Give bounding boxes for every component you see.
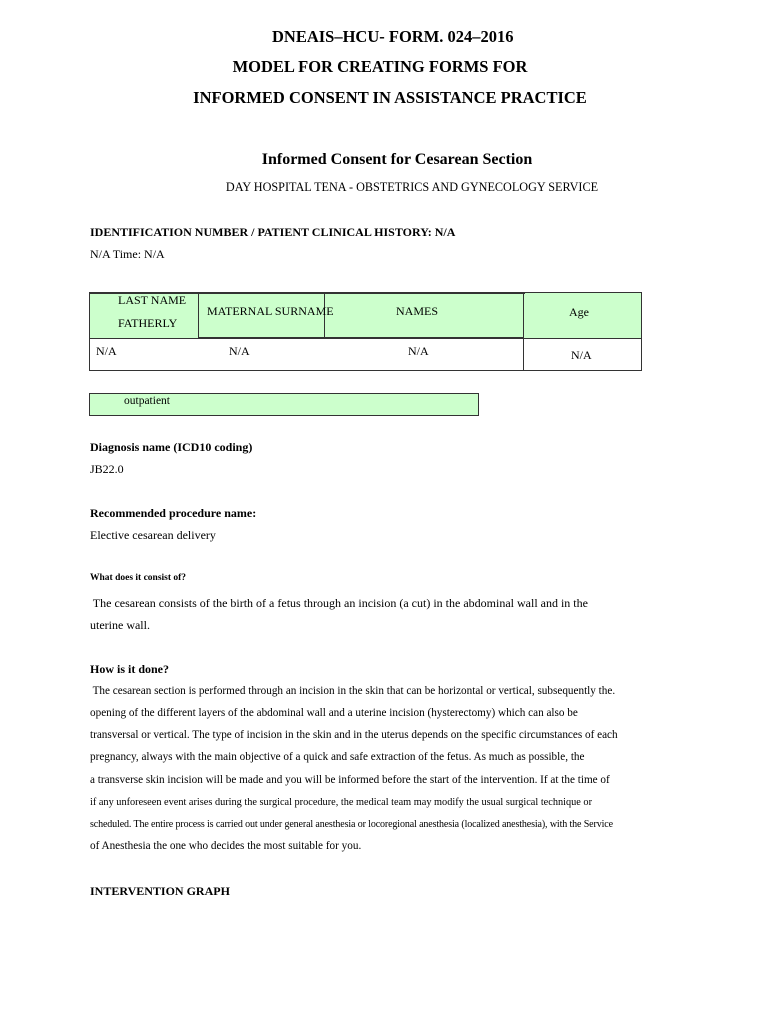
procedure-label: Recommended procedure name: bbox=[90, 506, 257, 520]
consist-line: uterine wall. bbox=[90, 618, 150, 632]
page-subtitle: DAY HOSPITAL TENA - OBSTETRICS AND GYNECOLOGY SERVICE bbox=[225, 180, 599, 194]
how-line: scheduled. The entire process is carried out under general anesthesia or locoregional anesthesia (localized anesthesia), with the Service bbox=[90, 819, 613, 830]
value-last-name: N/A bbox=[96, 344, 117, 358]
diagnosis-value: JB22.0 bbox=[90, 462, 124, 476]
header-last-name-1: LAST NAME bbox=[118, 293, 187, 307]
how-line: if any unforeseen event arises during the surgical procedure, the medical team may modify the usual surgical technique or bbox=[90, 797, 592, 808]
consist-label: What does it consist of? bbox=[90, 573, 187, 583]
care-type-box bbox=[89, 393, 479, 416]
header-names: NAMES bbox=[396, 304, 439, 318]
value-age: N/A bbox=[571, 348, 592, 362]
how-line: of Anesthesia the one who decides the most suitable for you. bbox=[90, 840, 362, 852]
header-line-2: MODEL FOR CREATING FORMS FOR bbox=[232, 57, 528, 76]
identification-time: N/A Time: N/A bbox=[90, 247, 165, 261]
consist-line: The cesarean consists of the birth of a fetus through an incision (a cut) in the abdominal wall and in the bbox=[90, 596, 588, 610]
value-names: N/A bbox=[408, 344, 429, 358]
how-label: How is it done? bbox=[90, 662, 170, 676]
diagnosis-label: Diagnosis name (ICD10 coding) bbox=[90, 440, 253, 454]
intervention-graph-label: INTERVENTION GRAPH bbox=[90, 884, 230, 898]
how-line: The cesarean section is performed through an incision in the skin that can be horizontal or vertical, subsequently the. bbox=[90, 685, 616, 697]
form-code: DNEAIS–HCU- FORM. 024–2016 bbox=[272, 27, 514, 46]
how-line: pregnancy, always with the main objective of a quick and safe extraction of the fetus. As much as possible, the bbox=[90, 751, 585, 763]
value-maternal: N/A bbox=[229, 344, 250, 358]
how-line: transversal or vertical. The type of incision in the skin and in the uterus depends on the specific circumstances of each bbox=[90, 729, 618, 741]
header-maternal: MATERNAL SURNAME bbox=[207, 304, 334, 318]
header-age: Age bbox=[569, 305, 589, 319]
patient-table bbox=[89, 292, 642, 372]
care-type-label: outpatient bbox=[124, 395, 170, 407]
page-title: Informed Consent for Cesarean Section bbox=[261, 151, 533, 168]
identification-label: IDENTIFICATION NUMBER / PATIENT CLINICAL HISTORY: N/A bbox=[90, 225, 456, 239]
how-line: opening of the different layers of the abdominal wall and a uterine incision (hysterectomy) which can also be bbox=[90, 707, 578, 719]
header-line-3: INFORMED CONSENT IN ASSISTANCE PRACTICE bbox=[193, 88, 587, 107]
procedure-value: Elective cesarean delivery bbox=[90, 528, 216, 542]
header-last-name-2: FATHERLY bbox=[118, 316, 178, 330]
how-line: a transverse skin incision will be made and you will be informed before the start of the intervention. If at the time of bbox=[90, 774, 610, 786]
